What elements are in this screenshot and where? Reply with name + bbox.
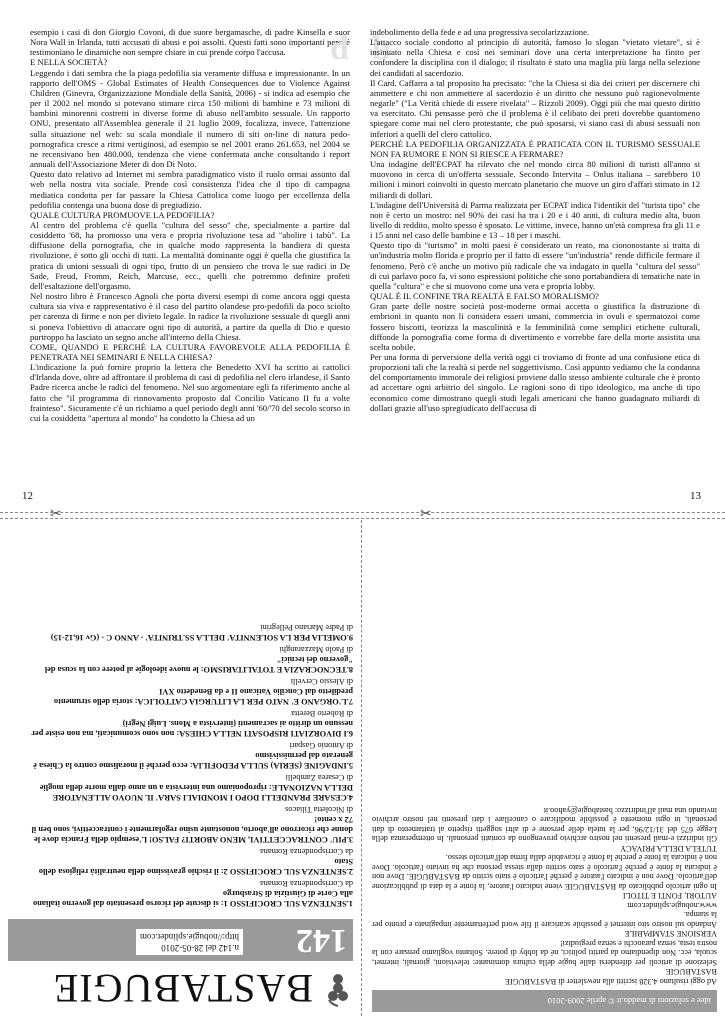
paragraph: L'attacco sociale condotto al principio di autorità, famoso lo slogan "vietato vietare", si è insinuato nella Chiesa e così nei seminari dove una certa interpretazione ha finito per confondere la disciplina con il dialogo; il risultato è stato una maglia più larga nella selezione dei candidati al sacerdozio. <box>370 37 700 78</box>
toc-title: 6.I DIVORZIATI RISPOSATI NELLA CHIESA: non sono scomunicati, ma non esiste per nessuno un diritto ai sacramenti (intervista a Mons. Luigi Negri) <box>31 719 353 738</box>
info-header: idee e soluzioni di maddo.it © aprile 2009-2010 <box>372 990 717 1012</box>
heading: COME, QUANDO E PERCHÉ LA CULTURA FAVOREVOLE ALLA PEDOFILIA È PENETRATA NEI SEMINARI E NELLA CHIESA? <box>30 341 350 362</box>
page-number-left: 12 <box>22 490 33 502</box>
issue-date: n.142 del 28-05-2010 <box>161 943 239 953</box>
logo-text: BASTABUGIE <box>52 966 313 1011</box>
left-page-column <box>30 27 350 502</box>
paragraph: Il Card. Caffarra a tal proposito ha precisato: "che la Chiesa si dia dei criteri per discernere chi ammettere e chi non ammettere al sacerdozio è un diritto che nessuno può ragionevolmente negarle" ("La Verità chiede di essere rivelata" – Rizzoli 2009). Oggi più che mai questo diritto va esercitato. Chi pensasse però che il problema è il celibato dei preti dovrebbe quantomeno spiegare come mai nel clero protestante, che può sposarsi, vi siano casi di abusi sessuali non inferiori a quelli del clero cattolico. <box>370 77 700 139</box>
cut-line-bottom <box>0 518 725 519</box>
paragraph: In ogni articolo pubblicato da BASTABUGIE viene indicato l'autore, la fonte e la data di pubblicazione dell'articolo. Dove non è indicato l'autore è perché l'articolo è stato scritto da BASTABUGIE. Dove non è indicata la fonte è perché l'articolo è stato scritto dalla stessa persona che ha inviato l'articolo. Dove non è indicata la fonte è perché la fonte è ricavabile dalla firma dell'articolo stesso. <box>372 853 717 891</box>
heading: QUALE CULTURA PROMUOVE LA PEDOFILIA? <box>30 209 215 220</box>
toc-title: 1.SENTENZA SUL CROCIFISSO 1: si discute del ricorso presentato dal governo italiano alla Corte di Giustizia di Strasburgo <box>33 889 353 908</box>
heading: PERCHÉ LA PEDOFILIA ORGANIZZATA È PRATICATA CON IL TURISMO SESSUALE NON FA RUMORE E NON SI RIESCE A FERMARE? <box>370 138 700 159</box>
toc-author: di Paolo Mazzaranghi <box>279 645 353 654</box>
paragraph: Questo dato relativo ad Internet mi sembra paradigmatico visto il ruolo ormai assunto dal web nella nostra vita sociale. Prende così consistenza l'idea che il tipo di campagna mediatica condotta per far passare la Chiesa Cattolica come luogo per eccellenza della pedofilia contenga una buona dose di pregiudizio. <box>30 169 350 210</box>
back-info-page <box>372 522 717 1012</box>
toc-title: 5.INDAGINE (SERIA) SULLA PEDOFILIA: ecco perché il moralismo contro la Chiesa è generato dal permissivismo <box>33 751 353 770</box>
watermark-letter-b: b <box>372 30 391 67</box>
right-page-column <box>370 27 700 502</box>
table-of-contents <box>23 620 353 908</box>
heading: VERSIONE STAMPABILE <box>624 929 717 939</box>
paragraph: Per una forma di perversione della verità oggi ci troviamo di fronte ad una confusione etica di proporzioni tali che la realtà si perde nel soggettivismo. Così appunto vediamo che la condanna del comportamento immorale dei religiosi proviene dallo stesso ambiente culturale che è pronto ad accettare ogni arbitrio del singolo. Le ragioni sono di tipo ideologico, ma anche di tipo economico come dimostrano quegli studi legali americani che hanno guadagnato miliardi di dollari grazie all'uso spregiudicato dell'accusa di <box>370 352 700 413</box>
paragraph: Una indagine dell'ECPAT ha rilevato che nel mondo circa 80 milioni di turisti all'anno si muovono in cerca di un'offerta sessuale. Secondo Intervita – Onlus italiana – sarebbero 10 milioni i minori coinvolti in questo mercato planetario che muove un giro d'affari stimato in 12 miliardi di dollari. <box>370 159 700 200</box>
back-cover <box>8 522 353 1012</box>
paragraph: Gran parte delle nostre società post-moderne ormai accetta o giustifica la distruzione di embrioni in quanto non li considera esseri umani, commercia in ovuli e spermatozoi come fossero biscotti, teorizza la mascolinità e la femminilità come semplici etichette culturali, diffonde la pornografia come forma di divertimento e vorrebbe fare della morte assistita una scelta nobile. <box>370 301 700 352</box>
paragraph: Al centro del problema c'è quella "cultura del sesso" che, specialmente a partire dal cosiddetto '68, ha promosso una vera e propria rivoluzione tesa ad "abolire i tabù". La diffusione della pornografia, che in qualche modo rappresenta la bandiera di questa rivoluzione, è sotto gli occhi di tutti. La mentalità dominante oggi è quella che giustifica la pratica di unioni sessuali di ogni tipo, frutto di un pensiero che trova le sue radici in De Sade, Freud, Fromm, Reich, Marcuse, ecc., quelli che potremmo definire profeti dell'esaltazione dell'orgasmo. <box>30 219 350 291</box>
paragraph: L'indicazione la può fornire proprio la lettera che Benedetto XVI ha scritto ai cattolici d'Irlanda dove, oltre ad affrontare il problema di casi di pedofilia nel clero irlandese, il Santo Padre ricerca anche le radici del fenomeno. Nel suo argomentare egli fa riferimento anche al fatto che "il programma di rinnovamento proposto dal Concilio Vaticano II fu a volte frainteso". Sicuramente c'è un richiamo a quel periodo degli anni '60/'70 del secolo scorso in cui la cosiddetta "apertura al mondo" ha condotto la Chiesa ad un <box>30 362 350 423</box>
paragraph: Questo tipo di "turismo" in molti paesi è considerato un reato, ma ciononostante si tratta di un'industria molto florida e proprio per il fatto di essere "un'industria" rende difficile fermare il fenomeno. Però c'è anche un motivo più radicale che va indagato in quella "cultura del sesso" di cui parlavo poco fa, vi sono espressioni politiche che sono portabandiera di tematiche nate in quella "cultura" e che si muovono come una vera e propria lobby. <box>370 240 700 291</box>
toc-title: 3.PIU' CONTRACCETTIVI, MENO ABORTI? FALSO! L'esempio della Francia dove le donne che ricorrono all'aborto, nonostante usino regolarmente i contraccettivi, sono ben il 72 x cento! <box>31 815 353 844</box>
paragraph: Nel nostro libro è Francesco Agnoli che porta diversi esempi di come ancora oggi questa cultura sia viva e rappresentativo è il caso del partito olandese pro-pedofili da poco sciolto per carenza di firme e non per divieto legale. In radice la rivoluzione sessuale di quegli anni si poneva l'obiettivo di attaccare ogni tipo di autorità, a partire da quella di Dio e questo purtroppo ha lasciato un segno anche all'interno della Chiesa. <box>30 291 350 342</box>
heading: TUTELA DELLA PRIVACY <box>620 844 717 853</box>
toc-author: di Alessio Cervelli <box>290 677 353 686</box>
watermark-letter-d: d <box>330 30 349 67</box>
paragraph: indebolimento della fede e ad una progressiva secolarizzazione. <box>370 27 590 37</box>
toc-author: da Corrispondenza Romana <box>259 879 353 888</box>
page-number-right: 13 <box>690 490 701 502</box>
issue-number: 142 <box>296 922 347 959</box>
scissors-icon: ✂ <box>50 507 62 522</box>
toc-author: di Cesarea Zambelli <box>285 773 353 782</box>
toc-author: di Nicoletta Tiliacos <box>285 805 353 814</box>
masthead <box>8 919 353 1012</box>
toc-title: 4.CESARE PRANDELLI DOPO I MONDIALI SARA' IL NUOVO ALLENATORE DELLA NAZIONALE: riproponiamo una intervista a un anno dalla morte della moglie <box>39 783 353 802</box>
toc-title: 8.TECNOCRAZIA E TOTALITARISMO: le nuove ideologie al potere con la scusa del "governo dei tecnici" <box>44 655 353 674</box>
toc-author: da Corrispondenza Romana <box>259 847 353 856</box>
site-url: http://nobugie.splinder.com <box>140 932 239 942</box>
paragraph: Selezione di articoli per difendersi dalle bugie della cultura dominante: televisioni, giornali, internet, scuola, ecc. Non dipendiamo da partiti politici, né da lobby di potere. Soltanto vogliamo pensare con la nostra testa, senza paraocchi e senza pregiudizi! <box>372 939 717 967</box>
issue-info <box>136 929 243 955</box>
info-text <box>372 806 717 987</box>
heading: E NELLA SOCIETÀ? <box>30 57 108 68</box>
paragraph: Andando sul nostro sito internet è possibile scaricare il file word perfettamente impaginato e pronto per la stampa. <box>372 910 717 929</box>
toc-author: di Padre Mariano Pellegrini <box>260 623 353 632</box>
cut-line-top <box>0 512 725 513</box>
paragraph: Ad oggi risultano 4.328 iscritti alla newsletter di BASTABUGIE <box>505 977 717 986</box>
paragraph: Gli indirizzi e-mail presenti nel nostro archivio provengono da contatti personali. In ottemperanza della Legge 675 del 31/12/96, per la tutela delle persone e di altri soggetti rispetto al trattamento di dati personali, in ogni momento è possibile modificare o cancellare i dati presenti nel nostro archivio inviando una mail all'indirizzo: bastabugie@yahoo.it <box>372 806 717 844</box>
link[interactable]: www.nobugie.splinder.com <box>627 901 717 910</box>
toc-author: di Roberto Beretta <box>291 709 353 718</box>
scissors-icon: ✂ <box>420 507 432 522</box>
heading: BASTABUGIE <box>665 967 717 977</box>
paragraph: esempio i casi di don Giorgio Covoni, di due suore bergamasche, di padre Kinsella e suor Nora Wall in Irlanda, tutti accusati di abusi e poi assolti. Questi fatti sono importanti perché testimoniano le dinamiche non sempre chiare in cui prende corpo l'accusa. <box>30 27 350 58</box>
heading: QUAL È IL CONFINE TRA REALTÀ E FALSO MORALISMO? <box>370 291 599 302</box>
paragraph: L'indagine dell'Università di Parma realizzata per ECPAT indica l'identikit del "turista tipo" che non è certo un mostro: nel 90% dei casi ha tra i 20 e i 40 anni, di cultura medio alta, buon livello di reddito, molto spesso è sposato. Le vittime, invece, hanno un'età compresa fra gli 11 e i 15 anni nel caso delle bambine e 13 – 18 per i maschi. <box>370 199 700 241</box>
toc-title: 7.L'ORGANO E' NATO PER LA LITURGIA CATTOLICA: storia dello strumento prediletto dal Concilio Vaticano II e da Benedetto XVI <box>53 687 353 706</box>
paragraph: Leggendo i dati sembra che la piaga pedofilia sia veramente diffusa e impressionante. In un rapporto dell'OMS - Global Estimates of Health Consequences due to Violence Against Children (Ginevra, Organizzazione Mondiale della Sanità, 2006) - si indica ad esempio che per il 2002 nel mondo si potevano stimare circa 150 milioni di bambine e 73 milioni di bambini minorenni costretti in diverse forme di abuso nell'ambito sessuale. Un rapporto ONU, presentato all'Assemblea generale il 21 luglio 2009, focalizza, invece, l'attenzione sulla situazione nel web: su scala mondiale il numero di siti on-line di natura pedo-pornografica cresce a ritmi vertiginosi, ad esempio se nel 2001 erano 261.653, nel 2004 se ne recensivano ben 480.000, tendenza che viene confermata anche consultando i report annuali dell'Associazione Meter di don Di Noto. <box>30 67 350 170</box>
toc-title: 9.OMELIA PER LA SOLENNITA' DELLA SS.TRINITA' - ANNO C - (Gv 16,12-15) <box>50 633 353 642</box>
heading: AUTORI, FONTI E TITOLI <box>622 891 717 901</box>
grape-logo-icon <box>323 968 353 1008</box>
fold-line <box>361 520 362 1016</box>
issue-bar <box>8 919 353 961</box>
toc-title: 2.SENTENZA SUL CROCIFISSO 2: il rischio gravissimo della neutralità religiosa dello Stato <box>38 857 353 876</box>
toc-author: di Antonio Gaspari <box>289 741 353 750</box>
